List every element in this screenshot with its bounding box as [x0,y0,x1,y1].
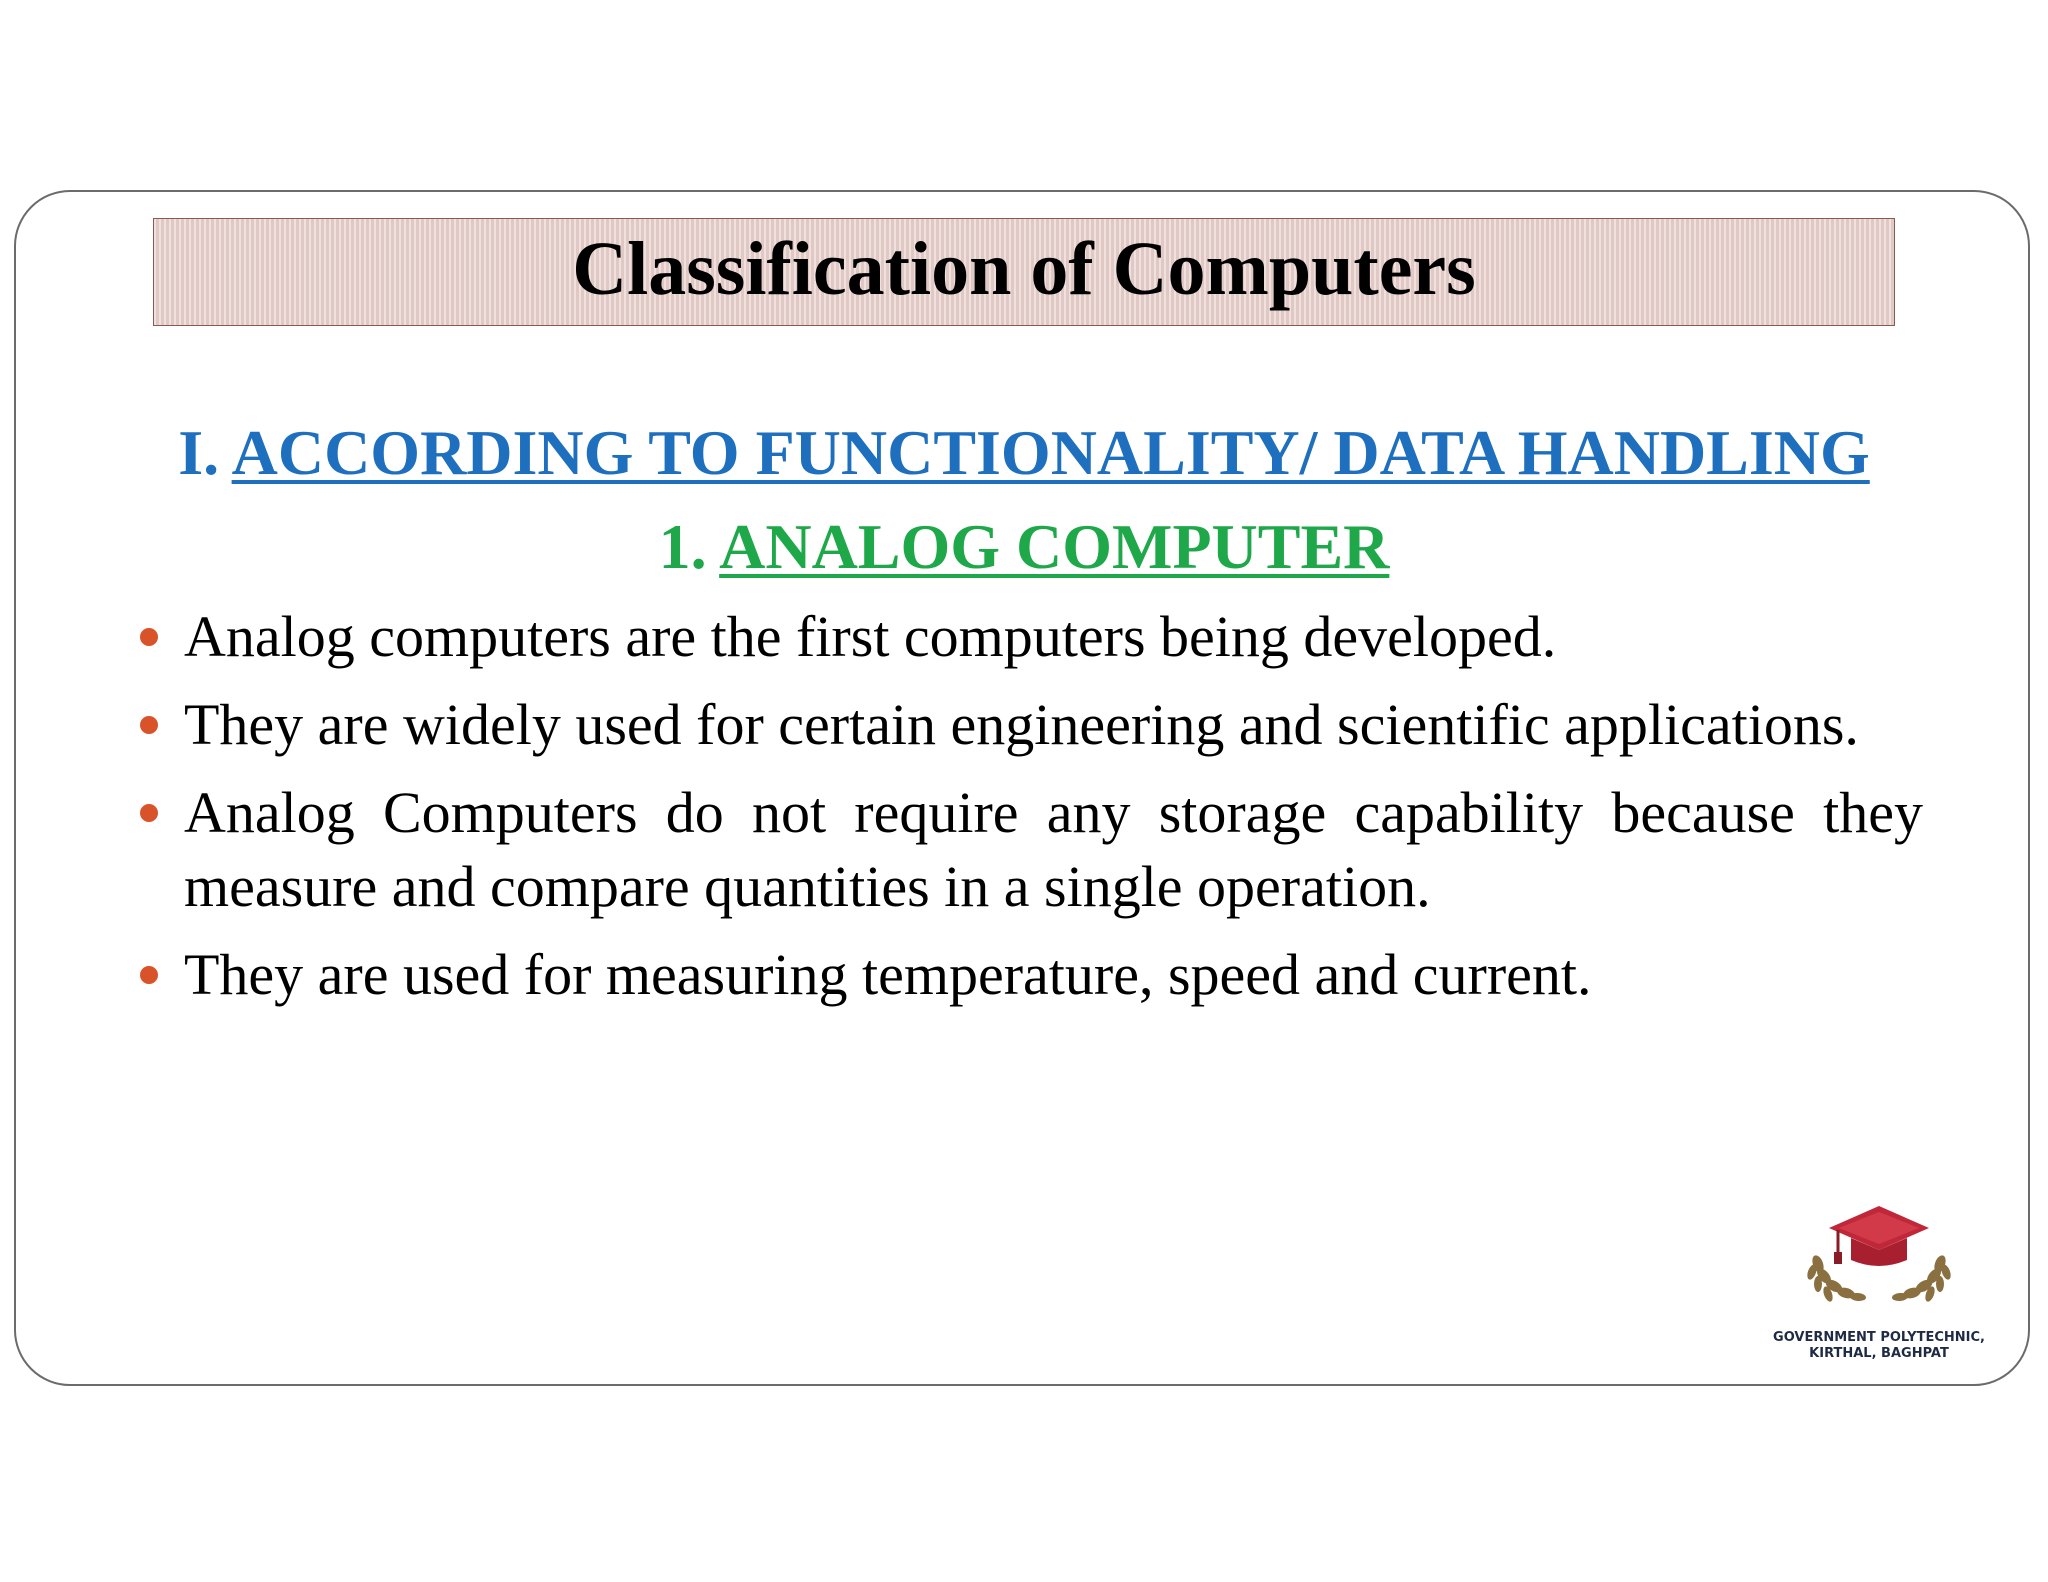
institution-logo [1754,1198,2004,1370]
subsection-number: 1. [658,511,707,582]
logo-caption-line1: GOVERNMENT POLYTECHNIC, [1773,1330,1985,1345]
section-heading-text: ACCORDING TO FUNCTIONALITY/ DATA HANDLING [231,417,1870,488]
bullet-icon [140,804,158,822]
bullet-icon [140,966,158,984]
section-number: I. [178,417,220,488]
bullet-text: Analog computers are the first computers being developed. [184,604,1557,669]
subsection-heading-text: ANALOG COMPUTER [719,511,1390,582]
subsection-heading [0,512,2048,582]
bullet-item [138,938,1923,1012]
bullet-icon [140,628,158,646]
bullet-text: They are widely used for certain engineering and scientific applications. [184,692,1859,757]
logo-caption [1754,1330,2004,1362]
graduation-cap-laurel-icon [1754,1198,2004,1328]
bullet-list [138,600,1923,1026]
bullet-text: Analog Computers do not require any storage capability because they measure and compare quantities in a single operation. [184,780,1923,919]
section-heading [0,418,2048,488]
slide-title: Classification of Computers [572,227,1476,311]
bullet-item [138,600,1923,674]
bullet-item [138,776,1923,924]
bullet-text: They are used for measuring temperature, speed and current. [184,942,1592,1007]
bullet-icon [140,716,158,734]
bullet-item [138,688,1923,762]
logo-caption-line2: KIRTHAL, BAGHPAT [1809,1346,1949,1361]
title-banner [153,218,1895,326]
